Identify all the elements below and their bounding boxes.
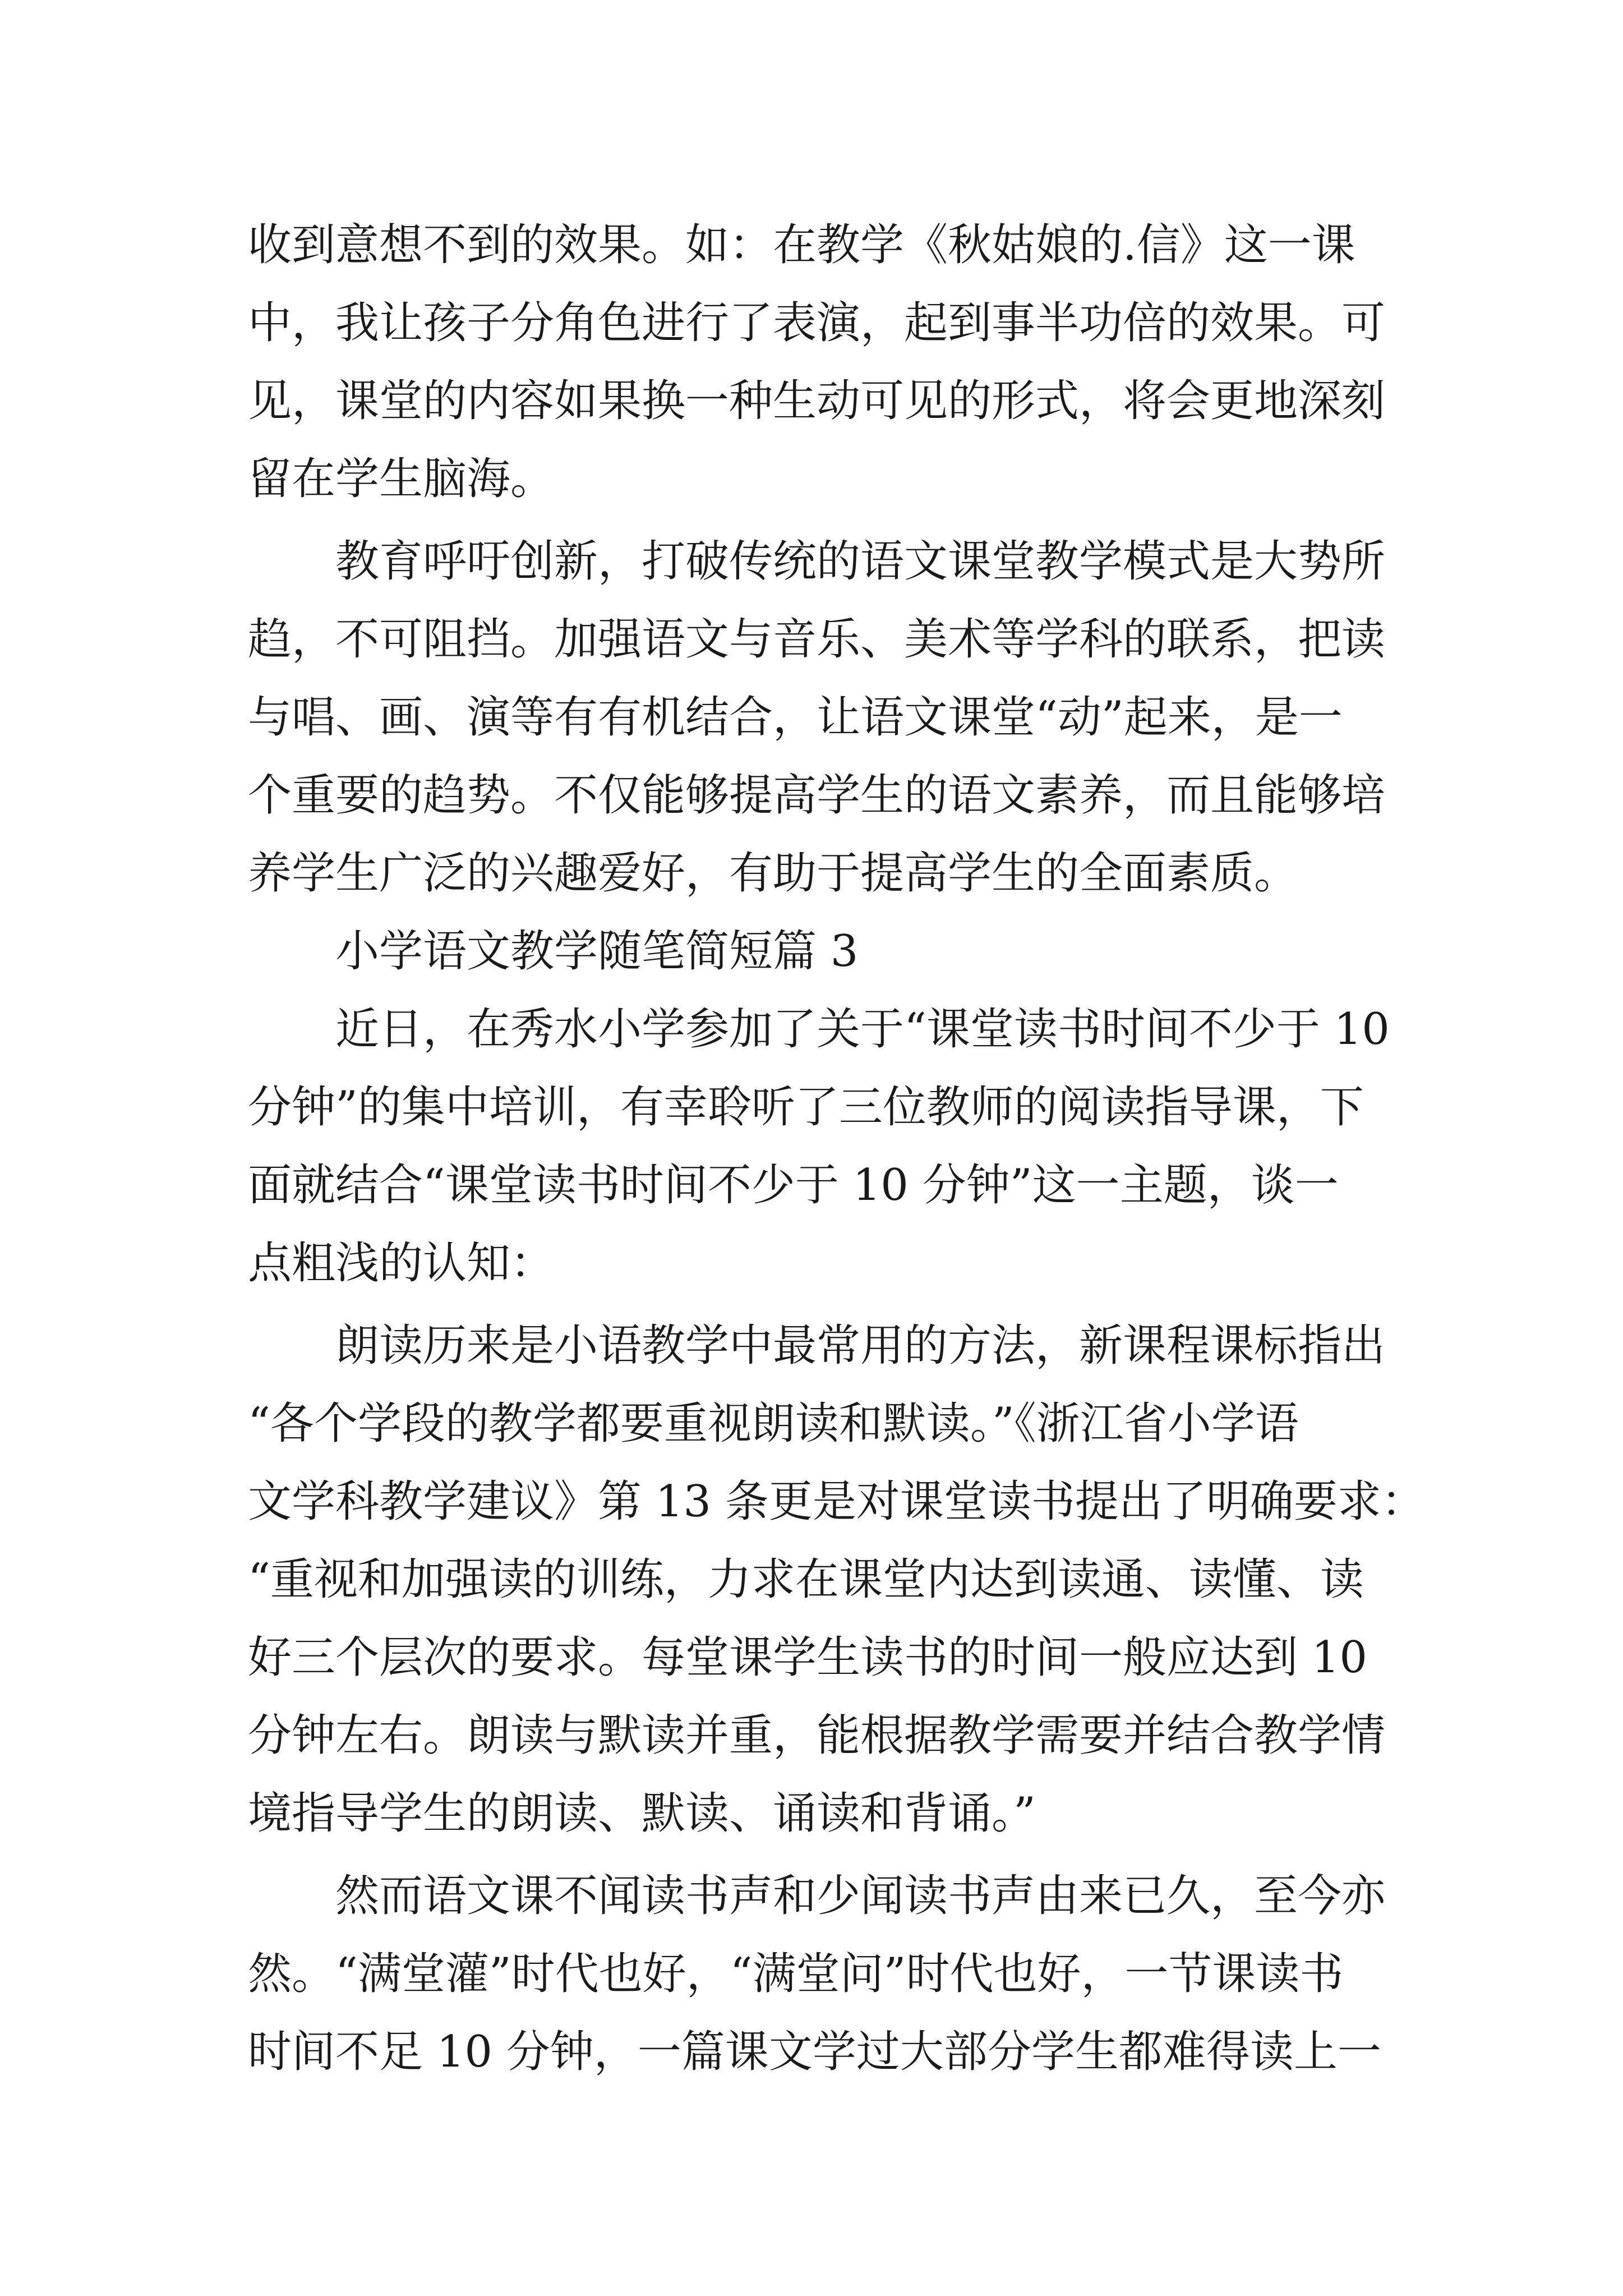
paragraph — [248, 523, 1414, 913]
paragraph-line: “各个学段的教学都要重视朗读和默读。”《浙江省小学语 — [248, 1398, 1299, 1449]
document-body — [248, 206, 1425, 2091]
section-heading — [248, 913, 1414, 991]
paragraph-line: 与唱、画、演等有有机结合，让语文课堂“动”起来，是一 — [248, 692, 1343, 743]
paragraph-line: 境指导学生的朗读、默读、诵读和背诵。” — [248, 1788, 1036, 1839]
paragraph-line: 点粗浅的认知： — [248, 1238, 555, 1289]
paragraph — [248, 206, 1414, 518]
paragraph-line: 然而语文课不闻读书声和少闻读书声由来已久，至今亦 — [335, 1871, 1386, 1921]
paragraph-gap — [248, 518, 1414, 523]
paragraph-line: 趋，不可阻挡。加强语文与音乐、美术等学科的联系，把读 — [248, 614, 1386, 665]
paragraph-line: 近日，在秀水小学参加了关于“课堂读书时间不少于 10 — [335, 1004, 1390, 1055]
paragraph-line: 分钟左右。朗读与默读并重，能根据教学需要并结合教学情 — [248, 1710, 1386, 1761]
paragraph-line: 好三个层次的要求。每堂课学生读书的时间一般应达到 10 — [248, 1632, 1368, 1683]
paragraph-line: 朗读历来是小语教学中最常用的方法，新课程课标指出 — [335, 1320, 1386, 1371]
paragraph-line: 个重要的趋势。不仅能够提高学生的语文素养，而且能够培 — [248, 770, 1386, 821]
paragraph-line: 文学科教学建议》第 13 条更是对课堂读书提出了明确要求： — [248, 1476, 1425, 1527]
paragraph-line: 分钟”的集中培训，有幸聆听了三位教师的阅读指导课，下 — [248, 1082, 1364, 1133]
paragraph-line: “重视和加强读的训练，力求在课堂内达到读通、读懂、读 — [248, 1554, 1364, 1605]
paragraph-line: 教育呼吁创新，打破传统的语文课堂教学模式是大势所 — [335, 536, 1386, 587]
section-heading-text: 小学语文教学随笔简短篇 3 — [335, 926, 859, 977]
paragraph-line: 中，我让孩子分角色进行了表演，起到事半功倍的效果。可 — [248, 298, 1386, 348]
paragraph-gap — [248, 1303, 1414, 1307]
paragraph — [248, 1307, 1425, 1853]
paragraph-line: 面就结合“课堂读书时间不少于 10 分钟”这一主题，谈一 — [248, 1160, 1339, 1211]
paragraph-line: 收到意想不到的效果。如：在教学《秋姑娘的.信》这一课 — [248, 220, 1355, 270]
paragraph-line: 养学生广泛的兴趣爱好，有助于提高学生的全面素质。 — [248, 848, 1298, 899]
paragraph-gap — [248, 1853, 1414, 1857]
paragraph-line: 时间不足 10 分钟，一篇课文学过大部分学生都难得读上一 — [248, 2027, 1381, 2077]
paragraph-line: 见，课堂的内容如果换一种生动可见的形式，将会更地深刻 — [248, 376, 1386, 426]
paragraph — [248, 1857, 1414, 2091]
paragraph-line: 然。“满堂灌”时代也好，“满堂问”时代也好，一节课读书 — [248, 1949, 1344, 1999]
paragraph — [248, 991, 1414, 1303]
paragraph-line: 留在学生脑海。 — [248, 454, 555, 504]
